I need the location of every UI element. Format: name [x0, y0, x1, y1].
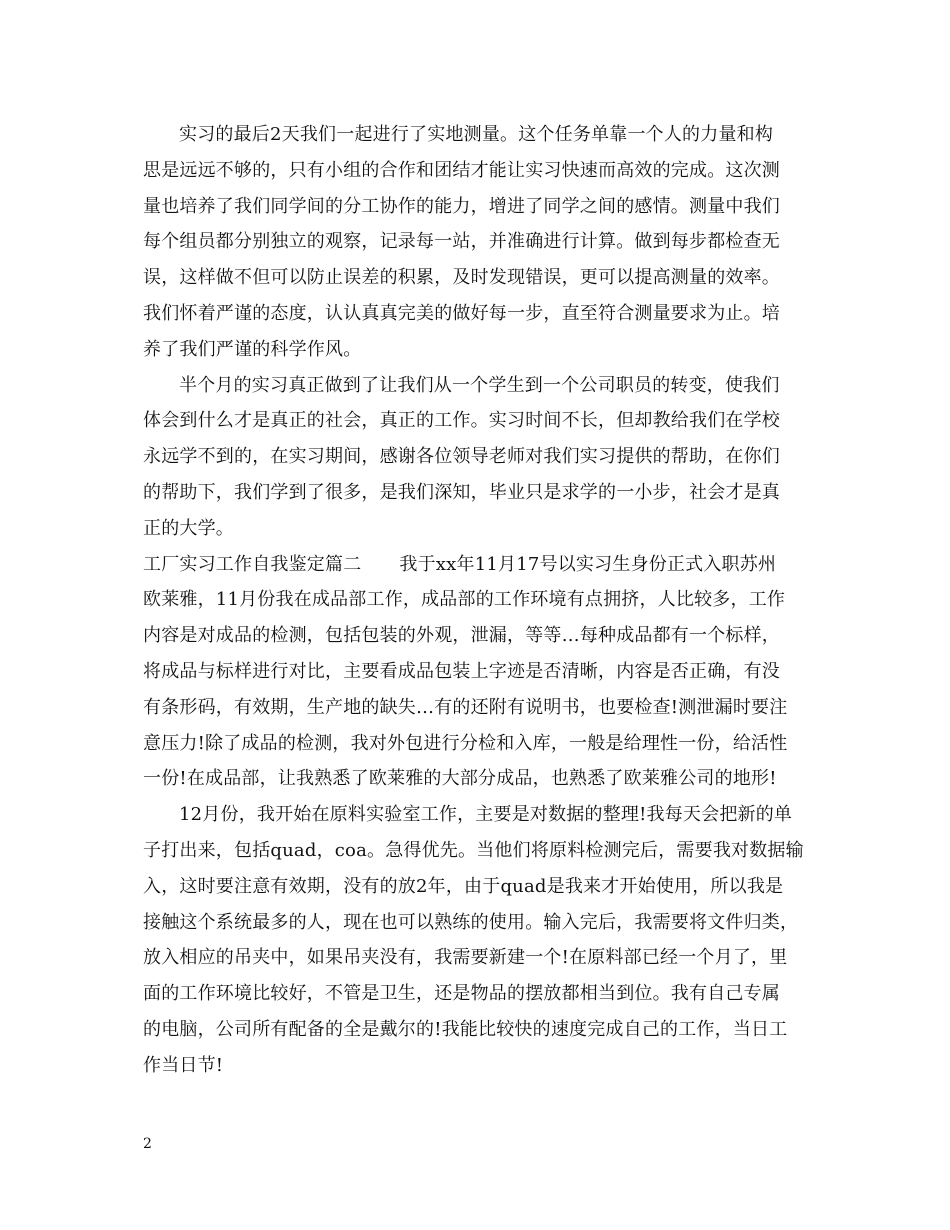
paragraph-field-survey: [143, 117, 813, 368]
text-line: 入，这时要注意有效期，没有的放2年，由于quad是我来才开始使用，所以我是: [143, 875, 784, 897]
text-line: 实习的最后2天我们一起进行了实地测量。这个任务单靠一个人的力量和构: [179, 124, 774, 145]
text-line: 的电脑，公司所有配备的全是戴尔的!我能比较快的速度完成自己的工作，当日工: [143, 1018, 788, 1040]
text-line: 量也培养了我们同学间的分工协作的能力，增进了同学之间的感情。测量中我们: [143, 195, 780, 217]
text-line: 意压力!除了成品的检测，我对外包进行分检和入库，一般是给理性一份，给活性: [143, 732, 788, 754]
text-line: 误，这样做不但可以防止误差的积累，及时发现错误，更可以提高测量的效率。: [143, 267, 780, 289]
text-line: 接触这个系统最多的人，现在也可以熟练的使用。输入完后，我需要将文件归类，: [143, 911, 799, 933]
text-line: 将成品与标样进行对比，主要看成品包装上字迹是否清晰，内容是否正确，有没: [143, 660, 780, 682]
document-body: [143, 117, 813, 1084]
text-line: 内容是对成品的检测，包括包装的外观，泄漏，等等…每种成品都有一个标样，: [143, 625, 780, 647]
section-heading-line: [143, 547, 813, 583]
text-line: 思是远远不够的，只有小组的合作和团结才能让实习快速而高效的完成。这次测: [143, 159, 780, 181]
text-line: 体会到什么才是真正的社会，真正的工作。实习时间不长，但却教给我们在学校: [143, 410, 780, 432]
paragraph-internship-summary: [143, 368, 813, 547]
text-line: 永远学不到的，在实习期间，感谢各位领导老师对我们实习提供的帮助，在你们: [143, 446, 780, 468]
text-line: 面的工作环境比较好，不管是卫生，还是物品的摆放都相当到位。我有自己专属: [143, 983, 780, 1005]
text-line: 半个月的实习真正做到了让我们从一个学生到一个公司职员的转变，使我们: [179, 374, 780, 396]
page-number: 2: [143, 1136, 152, 1152]
text-line: 养了我们严谨的科学作风。: [143, 338, 362, 360]
text-line: 有条形码，有效期，生产地的缺失…有的还附有说明书，也要检查!测泄漏时要注: [143, 696, 788, 718]
paragraph-december: [143, 797, 813, 1083]
text-line: 的帮助下，我们学到了很多，是我们深知，毕业只是求学的一小步，社会才是真: [143, 481, 780, 503]
text-line: 放入相应的吊夹中，如果吊夹没有，我需要新建一个!在原料部已经一个月了，里: [143, 947, 788, 969]
text-line: 子打出来，包括quad，coa。急得优先。当他们将原料检测完后，需要我对数据输: [143, 839, 804, 861]
section-two: [143, 547, 813, 798]
text-line: 我们怀着严谨的态度，认认真真完美的做好每一步，直至符合测量要求为止。培: [143, 302, 780, 324]
text-line: 正的大学。: [143, 517, 234, 539]
text-line: 欧莱雅，11月份我在成品部工作，成品部的工作环境有点拥挤，人比较多，工作: [143, 589, 786, 611]
text-line: 每个组员都分别独立的观察，记录每一站，并准确进行计算。做到每步都检查无: [143, 231, 780, 253]
text-line: 作当日节!: [143, 1054, 224, 1076]
text-line: 一份!在成品部，让我熟悉了欧莱雅的大部分成品，也熟悉了欧莱雅公司的地形!: [143, 768, 777, 790]
text-line: 12月份，我开始在原料实验室工作，主要是对数据的整理!我每天会把新的单: [179, 804, 793, 826]
section-first-line: 我于xx年11月17号以实习生身份正式入职苏州: [399, 553, 777, 575]
section-heading: 工厂实习工作自我鉴定篇二: [143, 553, 362, 575]
